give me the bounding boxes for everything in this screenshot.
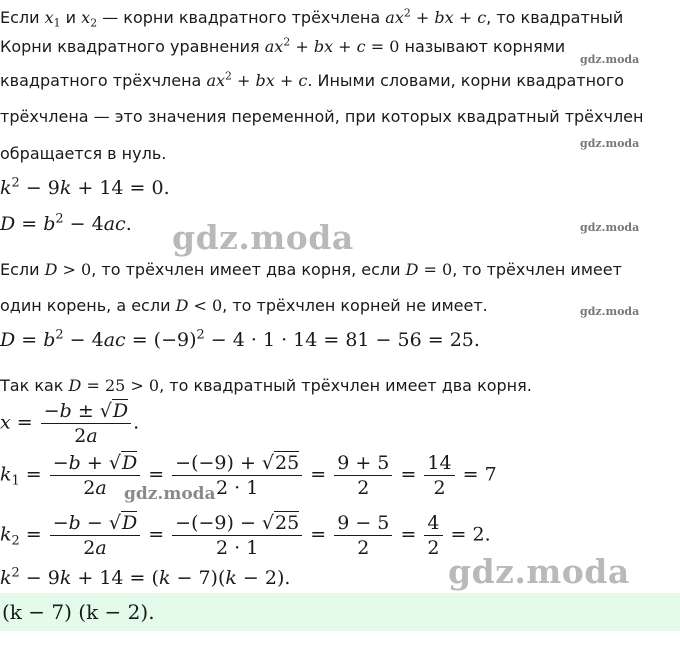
equation-quadratic: $k^2 - 9k + 14 = 0$.	[0, 175, 170, 199]
text-line-6: Если D > 0, то трёхчлен имеет два корня, если D = 0, то трёхчлен имеет	[0, 260, 622, 279]
text-line-4: трёхчлена — это значения переменной, при которых квадратный трёхчлен	[0, 107, 644, 126]
equation-roots-formula: x = $\frac{-b \pm √D}{2a}$ .	[0, 400, 140, 447]
watermark-small: gdz.moda	[580, 137, 640, 150]
text-line-1: Если $x_1$ и $x_2$ — корни квадратного трёхчлена $ax^2$ + bx + c, то квадратный	[0, 6, 624, 30]
text-line-5: обращается в нуль.	[0, 144, 167, 163]
watermark-logo: gdz.moda	[124, 484, 216, 504]
text-line-7: один корень, а если D < 0, то трёхчлен корней не имеет.	[0, 296, 488, 315]
watermark-small: gdz.moda	[580, 305, 640, 318]
text-line-8: Так как D = 25 > 0, то квадратный трёхчлен имеет два корня.	[0, 376, 532, 395]
watermark-small: gdz.moda	[580, 53, 640, 66]
watermark-small: gdz.moda	[580, 221, 640, 234]
equation-root-k2: $k_2$ = $\frac{-b - √D}{2a}$ = $\frac{-(-9) - √25}{2 \cdot 1}$ = $\frac{9 - 5}{2}$ = $\frac{4}{2}$ = 2.	[0, 512, 491, 559]
answer-text: (k − 7) (k − 2).	[2, 600, 155, 624]
equation-factorization: $k^2 - 9k + 14 = (k - 7)(k - 2)$.	[0, 565, 291, 589]
answer-box	[0, 593, 680, 631]
equation-discriminant-formula: $D = b^2 - 4ac$.	[0, 211, 132, 235]
watermark-logo: gdz.moda	[448, 552, 630, 591]
text-line-3: квадратного трёхчлена $ax^2$ + bx + c. Иными словами, корни квадратного	[0, 69, 625, 90]
equation-root-k1: $k_1$ = $\frac{-b + √D}{2a}$ = $\frac{-(-9) + √25}{2 \cdot 1}$ = $\frac{9 + 5}{2}$ = $\frac{14}{2}$ = 7	[0, 452, 497, 499]
equation-discriminant-value: $D = b^2 - 4ac = (-9)^2 - 4 \cdot 1 \cdot 14 = 81 - 56 = 25$.	[0, 327, 480, 351]
watermark-logo: gdz.moda	[172, 218, 354, 257]
text-line-2: Корни квадратного уравнения $ax^2$ + bx + c = 0 называют корнями	[0, 35, 566, 56]
